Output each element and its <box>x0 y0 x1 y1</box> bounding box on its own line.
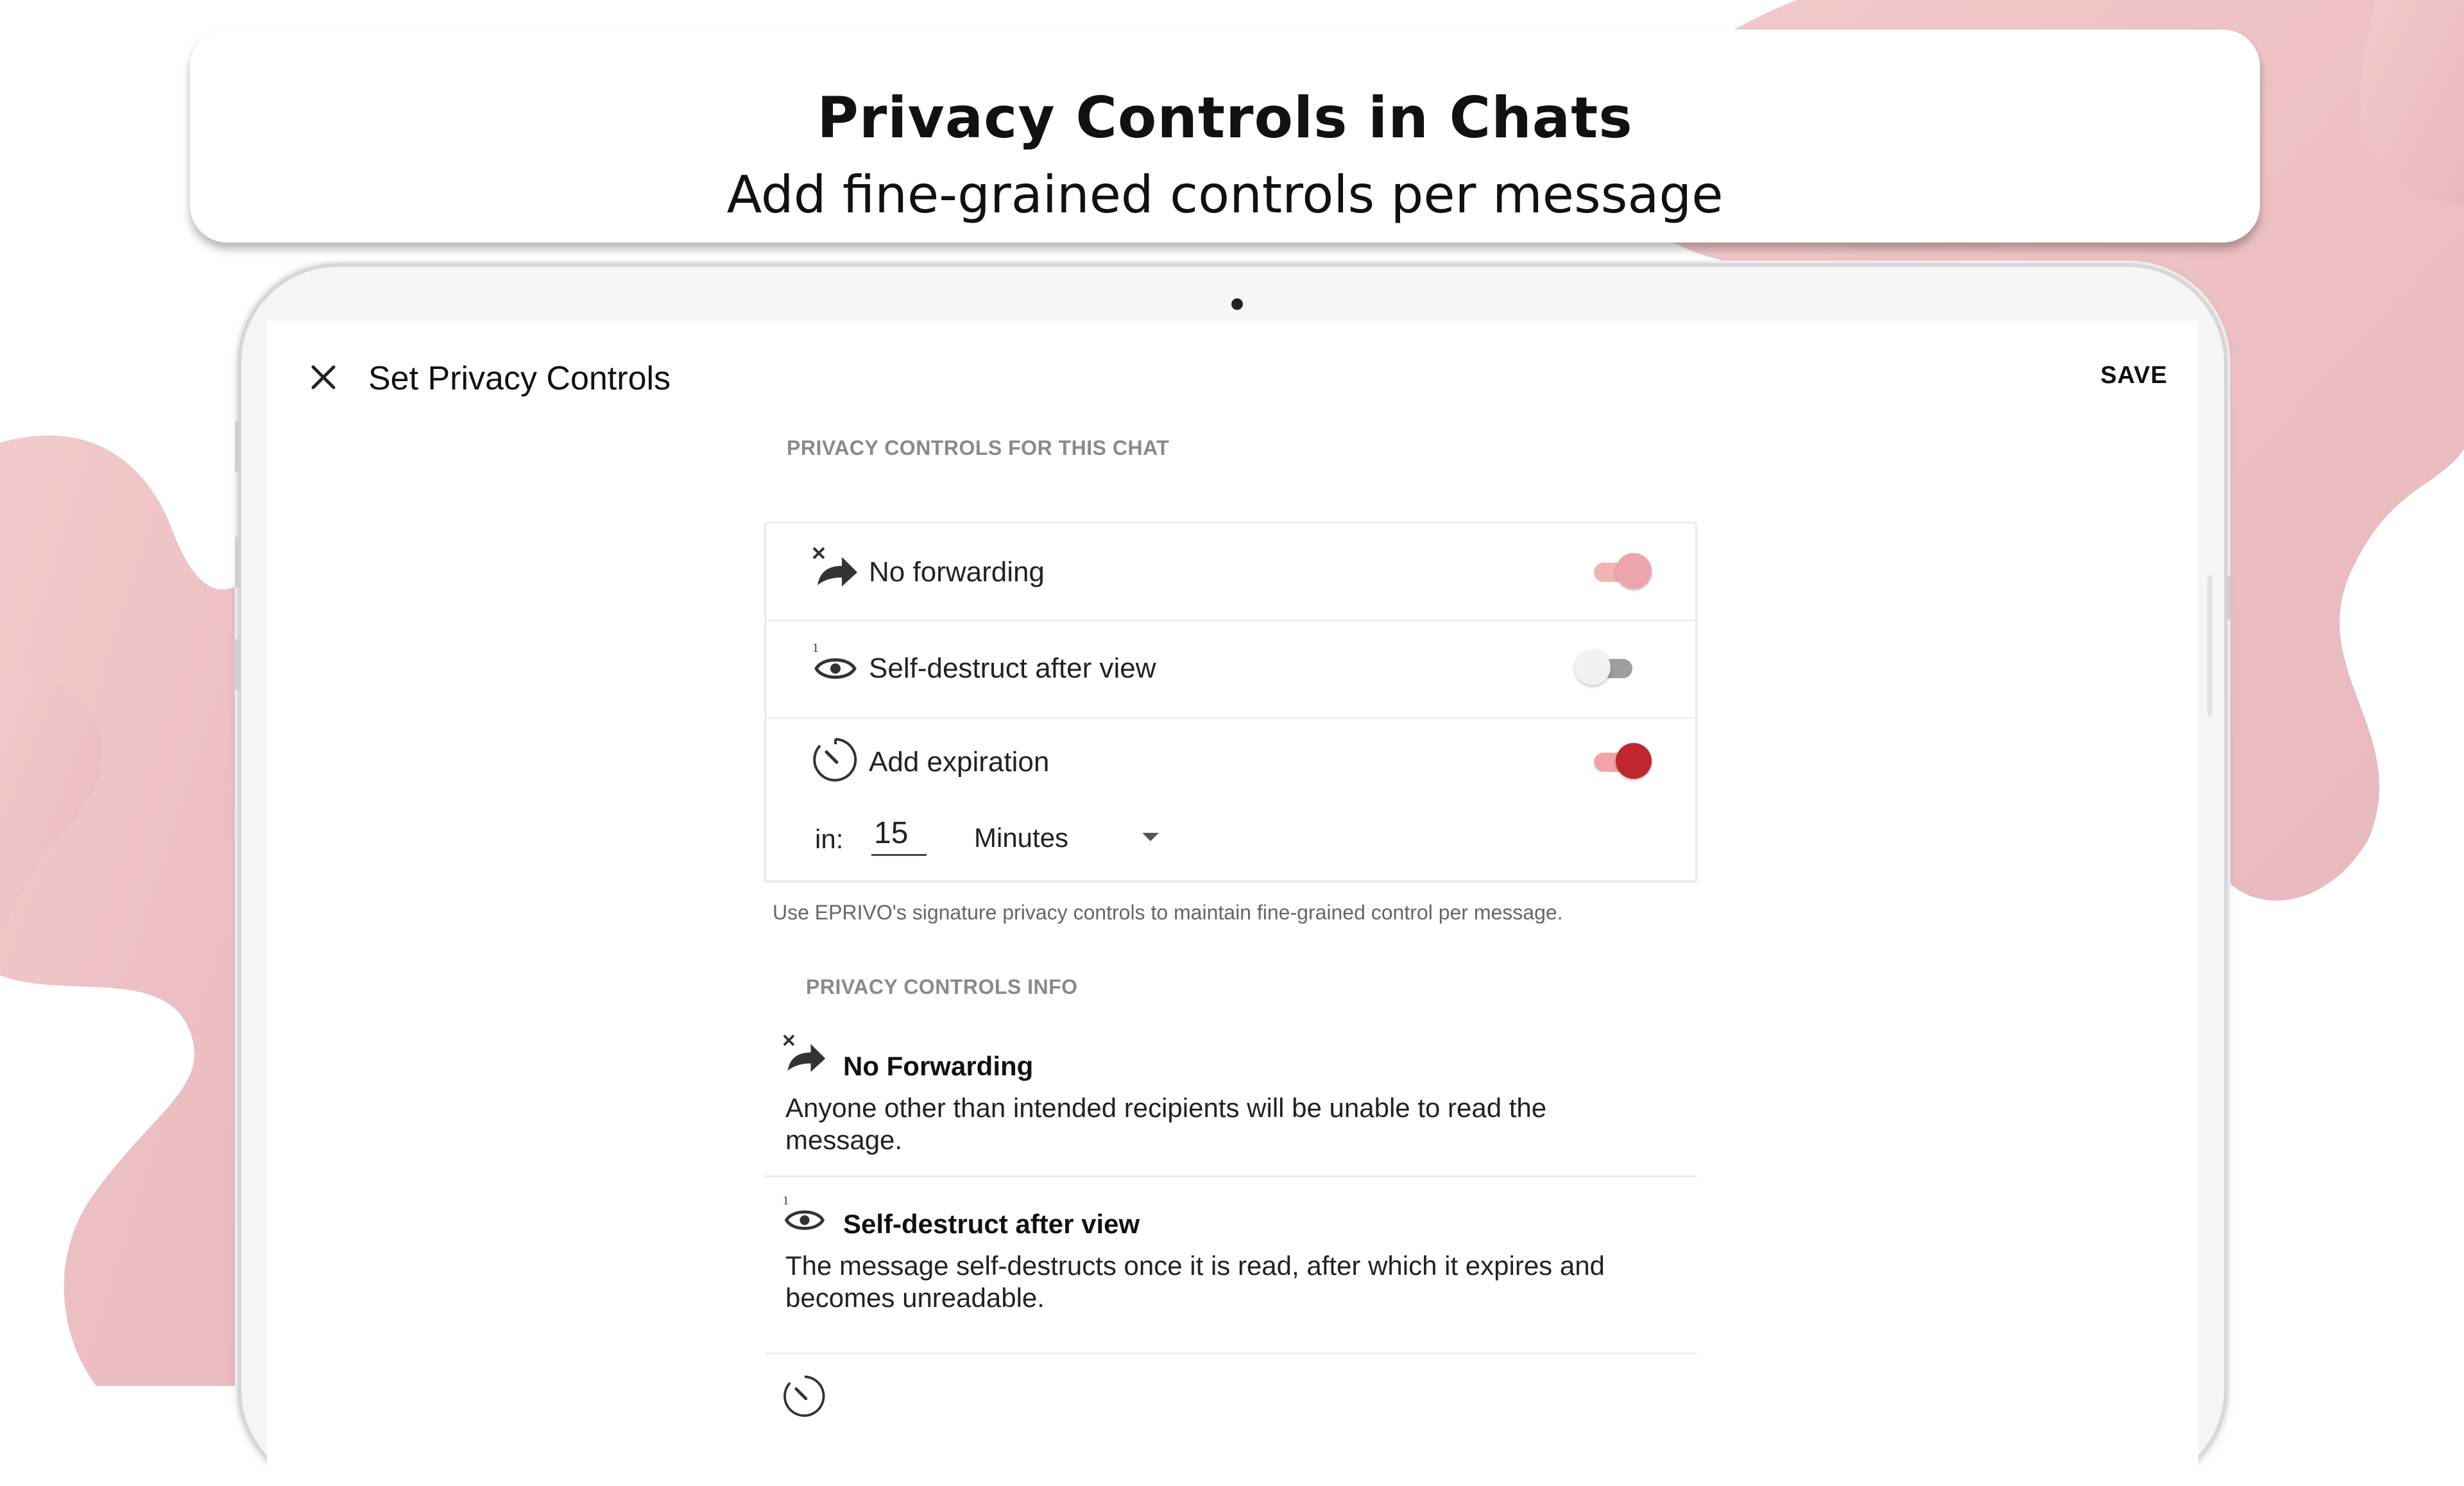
toggle-thumb <box>1575 649 1611 685</box>
control-label: No forwarding <box>869 556 1045 588</box>
side-button <box>235 639 240 690</box>
tablet-frame <box>241 267 2224 1486</box>
info-section-label: PRIVACY CONTROLS INFO <box>806 975 1078 998</box>
save-button[interactable]: SAVE <box>2100 362 2168 389</box>
timer-icon <box>782 1373 828 1419</box>
toggle-thumb <box>1616 743 1652 779</box>
info-description: The message self-destructs once it is read, after which it expires and becomes unreadable. <box>785 1251 1605 1313</box>
timer-icon <box>811 735 860 784</box>
header-banner <box>190 30 2260 243</box>
expiration-in-label: in: <box>815 824 844 854</box>
expiration-toggle[interactable] <box>1587 742 1652 780</box>
no-forwarding-toggle[interactable] <box>1587 552 1652 590</box>
side-button <box>235 536 240 588</box>
svg-text:1: 1 <box>812 641 819 655</box>
info-item-expiration-partial <box>765 1373 1697 1437</box>
privacy-controls-card <box>765 522 1697 882</box>
expiration-unit-select[interactable] <box>974 814 1179 856</box>
scrollbar[interactable] <box>2207 575 2212 716</box>
toggle-thumb <box>1616 553 1652 589</box>
no-forward-icon <box>782 1033 828 1079</box>
view-once-icon <box>811 640 860 689</box>
info-description: Anyone other than intended recipients will be unable to read the message. <box>785 1093 1547 1155</box>
close-icon <box>303 357 344 398</box>
chevron-down-icon <box>1142 833 1159 841</box>
control-row-expiration[interactable] <box>766 719 1695 802</box>
controls-helper-text: Use EPRIVO's signature privacy controls to maintain fine-grained control per message. <box>773 901 1563 924</box>
no-forward-icon <box>811 545 860 594</box>
self-destruct-toggle[interactable] <box>1575 648 1639 687</box>
controls-section-label: PRIVACY CONTROLS FOR THIS CHAT <box>787 436 1170 459</box>
control-row-self-destruct[interactable] <box>766 621 1695 717</box>
app-screen <box>267 321 2198 1486</box>
info-item-no-forwarding <box>765 1033 1697 1177</box>
control-label: Add expiration <box>869 746 1050 778</box>
side-button <box>235 421 240 472</box>
unit-value: Minutes <box>974 823 1069 853</box>
view-once-icon <box>782 1193 828 1240</box>
camera-dot <box>1231 298 1243 310</box>
banner-title: Privacy Controls in Chats <box>817 85 1633 151</box>
divider <box>765 1353 1697 1354</box>
divider <box>765 1175 1697 1177</box>
control-label: Self-destruct after view <box>869 653 1156 684</box>
info-title: No Forwarding <box>843 1051 1034 1081</box>
info-title: Self-destruct after view <box>843 1209 1140 1239</box>
banner-subtitle: Add fine-grained controls per message <box>726 165 1724 225</box>
close-button[interactable] <box>303 357 344 398</box>
expiration-value-input[interactable]: 15 <box>871 814 927 856</box>
info-item-self-destruct <box>765 1193 1697 1360</box>
svg-text:1: 1 <box>782 1194 789 1208</box>
control-row-no-forwarding[interactable] <box>766 524 1695 620</box>
page-title: Set Privacy Controls <box>368 360 671 397</box>
side-button <box>2225 575 2230 620</box>
